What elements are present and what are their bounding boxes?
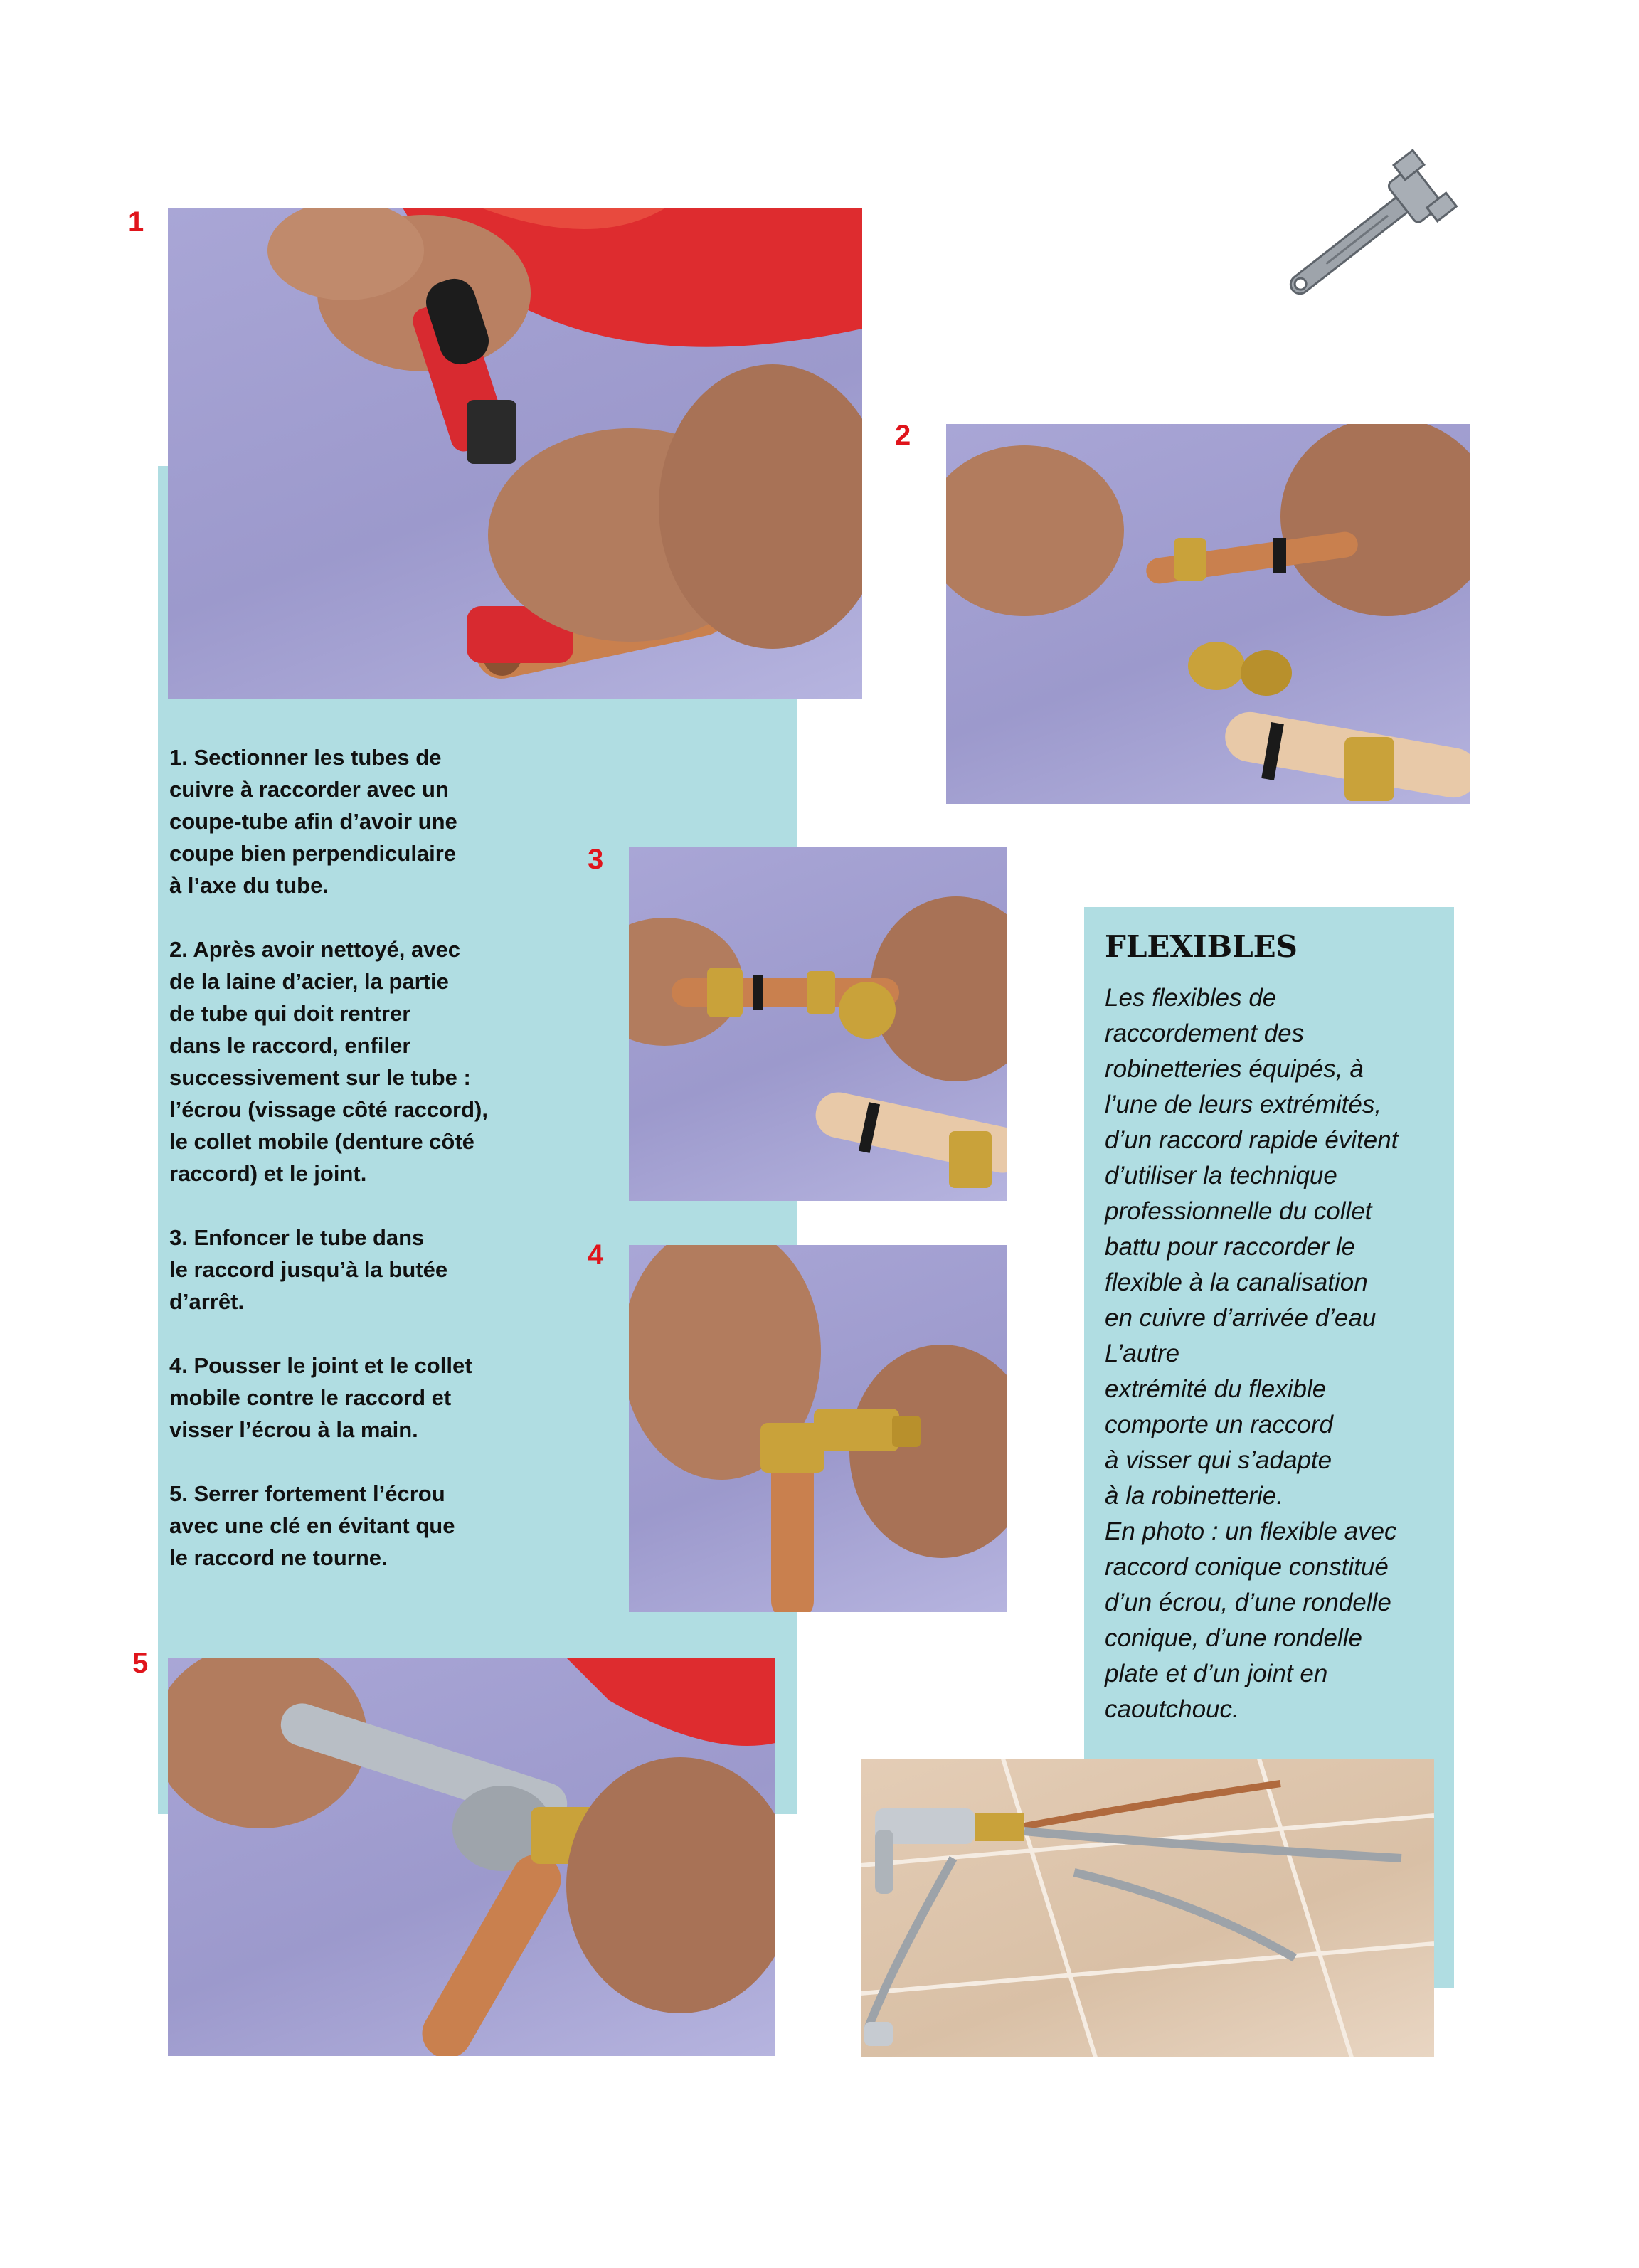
photo-3-insert-tube [629, 847, 1007, 1201]
photo-5-wrench-tighten [168, 1658, 775, 2056]
steps-text [169, 741, 553, 1606]
photo-1-tube-cutter [168, 208, 862, 699]
step-number-2: 2 [895, 420, 911, 451]
step-number-4: 4 [588, 1239, 604, 1271]
wrench-illustration [1259, 142, 1465, 327]
photo-2-fitting-parts [946, 424, 1470, 804]
step-number-5: 5 [132, 1648, 149, 1679]
step-1-text: 1. Sectionner les tubes de cuivre à raccorder avec un coupe-tube afin d’avoir une coupe bien perpendiculaire à l’axe du tube. [169, 745, 457, 898]
step-3-text: 3. Enfoncer le tube dans le raccord jusqu’à la butée d’arrêt. [169, 1225, 448, 1314]
photo-4-hand-tighten [629, 1245, 1007, 1612]
flexibles-title: FLEXIBLES [1105, 929, 1298, 964]
step-2-text: 2. Après avoir nettoyé, avec de la laine d’acier, la partie de tube qui doit rentrer dans le raccord, enfiler successivement sur le tube : l’écrou (vissage côté raccord), le collet mobile (denture côté raccord) et le joint. [169, 937, 488, 1186]
step-number-1: 1 [128, 206, 144, 238]
step-5-text: 5. Serrer fortement l’écrou avec une clé en évitant que le raccord ne tourne. [169, 1481, 455, 1570]
photo-flexible-hoses [861, 1759, 1434, 2057]
flexibles-body: Les flexibles de raccordement des robinetteries équipés, à l’une de leurs extrémités, d’un raccord rapide évitent d’utiliser la technique professionnelle du collet battu pour raccorder le flexible à la canalisation en cuivre d’arrivée d’eau L’autre extrémité du flexible comporte un raccord à visser qui s’adapte à la robinetterie. En photo : un flexible avec raccord conique constitué d’un écrou, d’une rondelle conique, d’une rondelle plate et d’un joint en caoutchouc. [1105, 984, 1399, 1723]
step-number-3: 3 [588, 844, 604, 875]
step-4-text: 4. Pousser le joint et le collet mobile contre le raccord et visser l’écrou à la main. [169, 1353, 472, 1442]
